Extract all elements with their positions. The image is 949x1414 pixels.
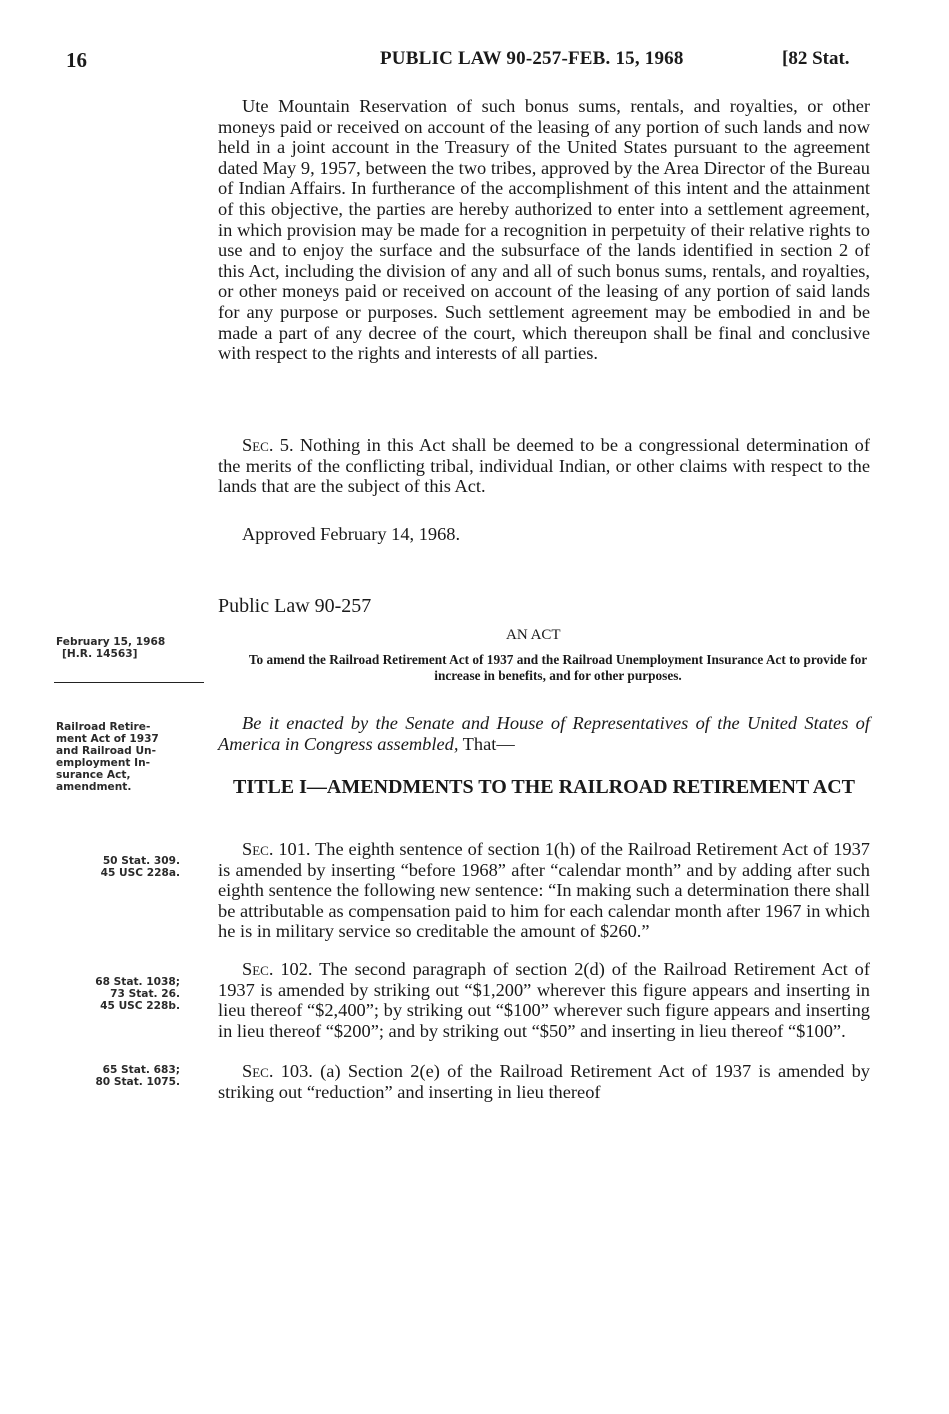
section-103-paragraph: [218, 1061, 870, 1102]
margin-line: 50 Stat. 309.: [102, 855, 180, 867]
page-number: 16: [66, 48, 87, 72]
margin-note-sec103: [56, 1064, 180, 1088]
margin-line: 65 Stat. 683;: [102, 1064, 180, 1076]
margin-line: 80 Stat. 1075.: [95, 1076, 180, 1088]
margin-line: surance Act,: [56, 769, 131, 781]
statute-reference: [82 Stat.: [782, 48, 850, 69]
margin-line: 68 Stat. 1038;: [95, 976, 180, 988]
margin-line: Railroad Retire-: [56, 721, 151, 733]
section-text: The second paragraph of section 2(d) of the Railroad Retirement Act of 1937 is amended by striking out “$1,200” wherever this figure appears and inserting in lieu thereof “$2,400”; by striking out “$100” wherever such figure appears and inserting in lieu thereof “$200”; and by striking out “$50” and inserting in lieu thereof “$100”.: [218, 959, 870, 1041]
margin-line: and Railroad Un-: [56, 745, 156, 757]
public-law-number: Public Law 90-257: [218, 595, 372, 617]
enacting-text: Be it enacted by the Senate and House of Representatives of the United States of America in Congress assembled,: [218, 713, 870, 754]
section-102-paragraph: [218, 959, 870, 1041]
title-heading: TITLE I—AMENDMENTS TO THE RAILROAD RETIREMENT ACT: [233, 776, 855, 798]
section-label: Sec. 5.: [242, 435, 294, 455]
section-text: Nothing in this Act shall be deemed to be a congressional determination of the merits of the conflicting tribal, individual Indian, or other claims with respect to the lands that are the subject of this Act.: [218, 435, 870, 497]
margin-note-railroad: [56, 721, 206, 793]
section-5-paragraph: [218, 435, 870, 497]
act-heading: AN ACT: [506, 627, 561, 643]
section-101-paragraph: [218, 839, 870, 942]
section-label: Sec. 102.: [242, 959, 313, 979]
margin-line: [H.R. 14563]: [62, 648, 138, 660]
margin-note-sec101: [56, 855, 180, 879]
section-text: (a) Section 2(e) of the Railroad Retirement Act of 1937 is amended by striking out “reduction” and inserting in lieu thereof: [218, 1061, 870, 1102]
margin-line: 45 USC 228b.: [100, 1000, 180, 1012]
enacting-that: That—: [458, 733, 515, 754]
margin-line: 73 Stat. 26.: [110, 988, 180, 1000]
section-text: The eighth sentence of section 1(h) of the Railroad Retirement Act of 1937 is amended by inserting “before 1968” after “calendar month” and by adding after such eighth sentence the following new sentence: “In making such a determination there shall be attributable as compensation paid to him for each calendar month after 1967 in which he is in military service so creditable the amount of $260.”: [218, 839, 870, 942]
margin-rule: [54, 682, 204, 683]
act-purpose: To amend the Railroad Retirement Act of 1937 and the Railroad Unemployment Insurance Act to provide for increase in benefits, and for other purposes.: [248, 652, 868, 683]
margin-line: ment Act of 1937: [56, 733, 159, 745]
margin-line: amendment.: [56, 781, 132, 793]
prev-law-paragraph: Ute Mountain Reservation of such bonus sums, rentals, and royalties, or other moneys paid or received on account of the leasing of any portion of such lands and now held in a joint account in the Treasury of the United States pursuant to the agreement dated May 9, 1957, between the two tribes, approved by the Area Director of the Bureau of Indian Affairs. In furtherance of the accomplishment of this intent and the attainment of this objective, the parties are hereby authorized to enter into a settlement agreement, in which provision may be made for a recognition in perpetuity of their relative rights to use and to enjoy the surface and the subsurface of the lands identified in section 2 of this Act, including the division of any and all of such bonus sums, rentals, and royalties, or other moneys paid or received on account of the leasing of any portion of said lands for any purpose or purposes. Such settlement agreement may be embodied in and be made a part of any decree of the court, which thereupon shall be final and conclusive with respect to the rights and interests of all parties.: [218, 96, 870, 364]
approval-date: Approved February 14, 1968.: [242, 524, 461, 544]
enacting-clause: [218, 713, 870, 754]
margin-line: February 15, 1968: [56, 636, 166, 648]
section-label: Sec. 103.: [242, 1061, 313, 1081]
margin-line: employment In-: [56, 757, 151, 769]
margin-line: 45 USC 228a.: [100, 867, 180, 879]
margin-note-sec102: [56, 976, 180, 1012]
running-head: PUBLIC LAW 90-257-FEB. 15, 1968: [380, 48, 684, 69]
page-header: [0, 48, 949, 76]
margin-note-date: [56, 636, 206, 660]
section-label: Sec. 101.: [242, 839, 311, 859]
